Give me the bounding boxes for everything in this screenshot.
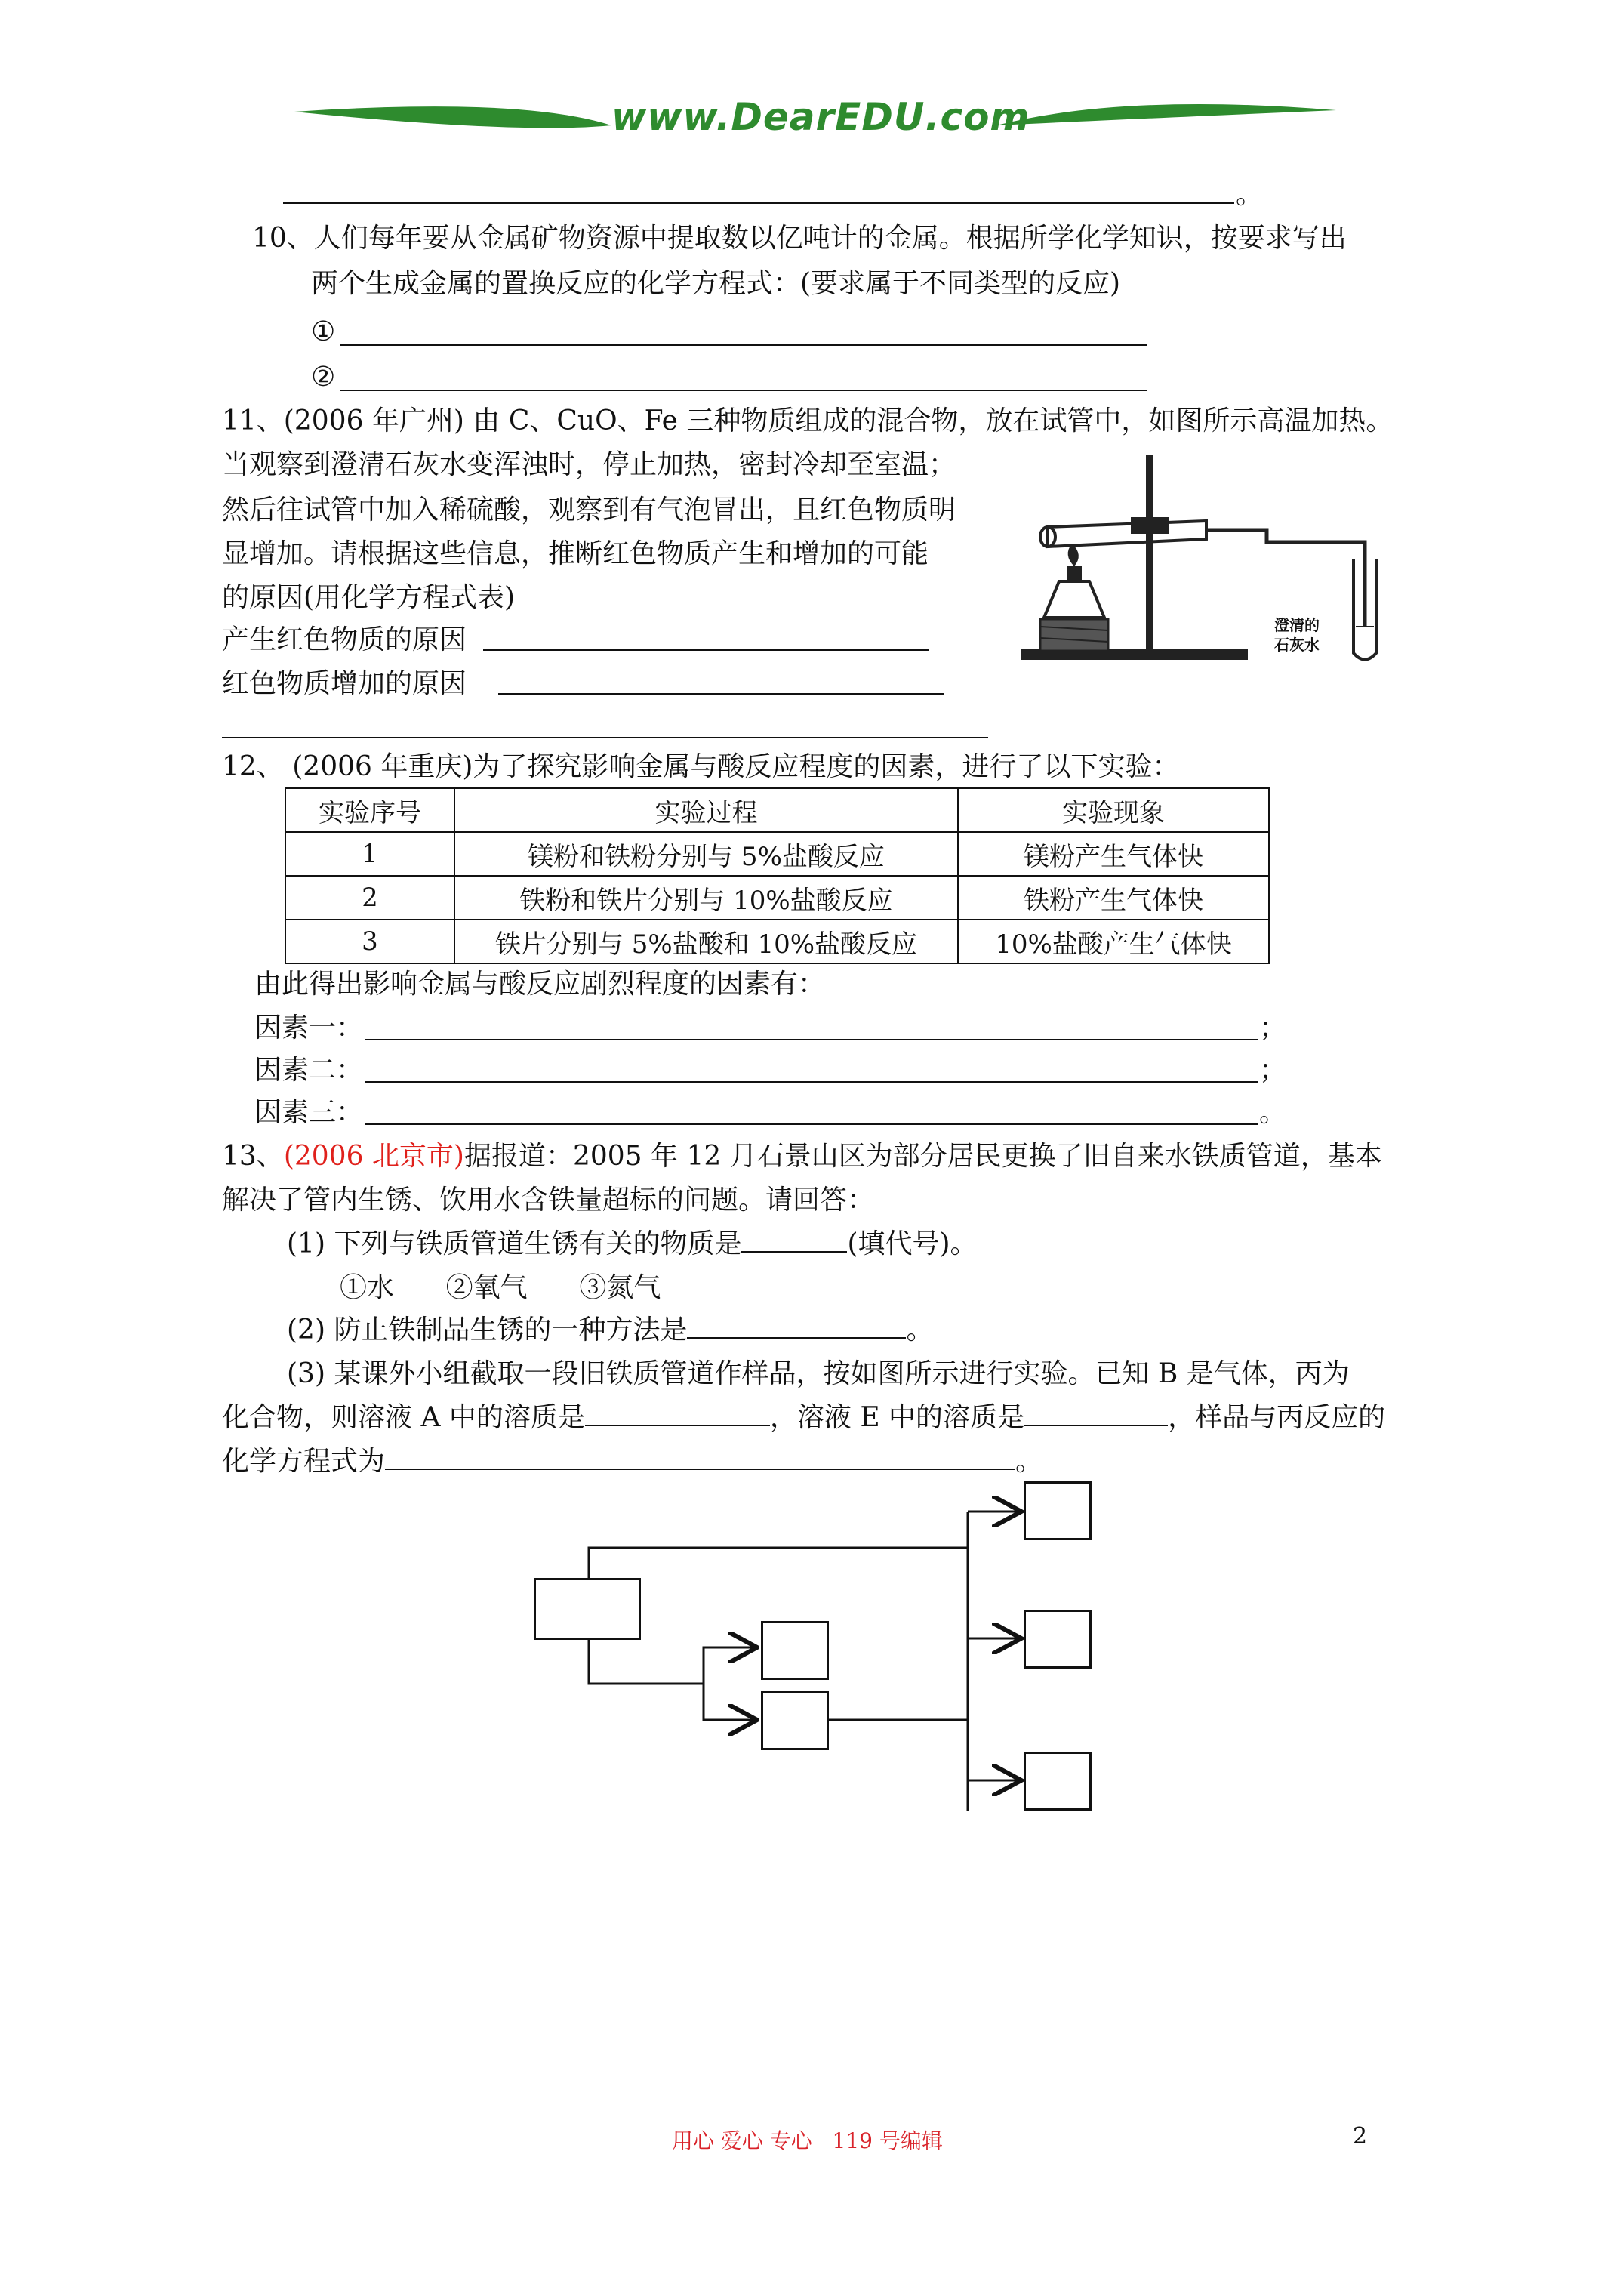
table-cell: 10%盐酸产生气体快 bbox=[958, 920, 1269, 963]
table-cell: 3 bbox=[285, 920, 454, 963]
q13-equation-blank[interactable] bbox=[385, 1446, 1015, 1470]
apparatus-label-1: 澄清的 bbox=[1274, 616, 1320, 634]
q13-part1 bbox=[287, 1228, 978, 1261]
table-cell: 镁粉产生气体快 bbox=[958, 832, 1269, 876]
table-cell: 1 bbox=[285, 832, 454, 876]
top-end-mark: 。 bbox=[1236, 179, 1264, 210]
q12-factor1-blank[interactable] bbox=[365, 1039, 1258, 1040]
table-header-cell: 实验序号 bbox=[285, 788, 454, 832]
q10-line2: 两个生成金属的置换反应的化学方程式：(要求属于不同类型的反应) bbox=[311, 268, 1121, 299]
table-row bbox=[285, 920, 1269, 963]
q10-blank1-label: ① bbox=[311, 316, 336, 347]
q13-part1-end: (填代号)。 bbox=[847, 1228, 978, 1259]
flow-box-lower-middle bbox=[761, 1691, 829, 1750]
q13-flow-diagram bbox=[528, 1480, 1102, 1827]
q13-part1-text: (1) 下列与铁质管道生锈有关的物质是 bbox=[287, 1228, 742, 1259]
table-row bbox=[285, 832, 1269, 876]
q12-intro: 12、 (2006 年重庆)为了探究影响金属与酸反应程度的因素，进行了以下实验： bbox=[222, 751, 1180, 782]
q11-answer-blank-1[interactable] bbox=[483, 649, 929, 651]
q10-answer-blank-2[interactable] bbox=[340, 390, 1147, 391]
answer-blank-top[interactable] bbox=[283, 202, 1234, 204]
q13-line1 bbox=[222, 1140, 1382, 1173]
q13-options: ①水 ②氧气 ③氮气 bbox=[340, 1272, 661, 1303]
table-cell: 铁粉产生气体快 bbox=[958, 876, 1269, 920]
table-header-cell: 实验过程 bbox=[454, 788, 958, 832]
q11-line4: 显增加。请根据这些信息，推断红色物质产生和增加的可能 bbox=[222, 538, 929, 569]
q13-part3-line2 bbox=[222, 1401, 1385, 1435]
flow-box-upper-middle bbox=[761, 1621, 829, 1680]
q13-line2: 解决了管内生锈、饮用水含铁量超标的问题。请回答： bbox=[222, 1185, 875, 1216]
q11-line5: 的原因(用化学方程式表) bbox=[222, 582, 516, 613]
q12-factor1-label: 因素一： bbox=[254, 1012, 364, 1043]
flow-box-bottom-right bbox=[1024, 1752, 1092, 1811]
q13-line1-text: 据报道：2005 年 12 月石景山区为部分居民更换了旧自来水铁质管道，基本 bbox=[463, 1141, 1382, 1172]
q13-solute-a-blank[interactable] bbox=[585, 1402, 770, 1426]
q12-factor3-label: 因素三： bbox=[254, 1097, 364, 1128]
q11-line1: 11、(2006 年广州) 由 C、CuO、Fe 三种物质组成的混合物，放在试管中，如图所示高温加热。 bbox=[222, 405, 1394, 436]
q13-part3-line3 bbox=[222, 1445, 1042, 1478]
table-cell: 铁粉和铁片分别与 10%盐酸反应 bbox=[454, 876, 958, 920]
table-cell: 2 bbox=[285, 876, 454, 920]
q13-part3-text-d: 化学方程式为 bbox=[222, 1446, 386, 1477]
q12-factor3-blank[interactable] bbox=[365, 1123, 1258, 1125]
q12-factor3-end: 。 bbox=[1259, 1097, 1287, 1128]
q13-part3-text-a: 化合物，则溶液 A 中的溶质是 bbox=[222, 1402, 585, 1433]
table-header-row bbox=[285, 788, 1269, 832]
q13-part1-blank[interactable] bbox=[741, 1228, 847, 1253]
q13-number: 13、 bbox=[222, 1141, 284, 1172]
apparatus-label-2: 石灰水 bbox=[1274, 636, 1320, 654]
footer-slogan: 用心 爱心 专心 119 号编辑 bbox=[672, 2128, 943, 2153]
table-cell: 铁片分别与 5%盐酸和 10%盐酸反应 bbox=[454, 920, 958, 963]
q13-part2-text: (2) 防止铁制品生锈的一种方法是 bbox=[287, 1314, 688, 1345]
q13-part2-blank[interactable] bbox=[687, 1314, 906, 1339]
q12-factor1-end: ； bbox=[1259, 1012, 1287, 1043]
logo-site-name: www.DearEDU.com bbox=[611, 95, 1030, 139]
q10-line1: 10、人们每年要从金属矿物资源中提取数以亿吨计的金属。根据所学化学知识，按要求写出 bbox=[252, 223, 1347, 254]
table-cell: 镁粉和铁粉分别与 5%盐酸反应 bbox=[454, 832, 958, 876]
q11-apparatus-figure bbox=[1018, 445, 1403, 676]
apparatus-drawing bbox=[1018, 445, 1403, 676]
flow-box-sample bbox=[534, 1578, 641, 1640]
q13-part3-end: 。 bbox=[1015, 1446, 1043, 1477]
table-header-cell: 实验现象 bbox=[958, 788, 1269, 832]
q13-part2 bbox=[287, 1314, 933, 1347]
q11-line2: 当观察到澄清石灰水变浑浊时，停止加热，密封冷却至室温； bbox=[222, 449, 956, 480]
header-logo bbox=[294, 89, 1336, 149]
q13-part3-text-c: ，样品与丙反应的 bbox=[1168, 1402, 1386, 1433]
q11-line6: 产生红色物质的原因 bbox=[222, 624, 467, 655]
page-number: 2 bbox=[1353, 2123, 1368, 2150]
q13-part2-end: 。 bbox=[906, 1314, 934, 1345]
q12-factor2-end: ； bbox=[1259, 1055, 1287, 1086]
q11-answer-blank-2[interactable] bbox=[498, 693, 944, 695]
q13-source: (2006 北京市) bbox=[283, 1141, 464, 1172]
q13-solute-e-blank[interactable] bbox=[1024, 1402, 1168, 1426]
q12-conclusion: 由此得出影响金属与酸反应剧烈程度的因素有： bbox=[254, 969, 826, 1000]
q11-line3: 然后往试管中加入稀硫酸，观察到有气泡冒出，且红色物质明 bbox=[222, 495, 956, 525]
q10-blank2-label: ② bbox=[311, 362, 336, 393]
q12-experiment-table bbox=[285, 787, 1270, 964]
q12-factor2-label: 因素二： bbox=[254, 1055, 364, 1086]
q13-part3-line1: (3) 某课外小组截取一段旧铁质管道作样品，按如图所示进行实验。已知 B 是气体，丙为 bbox=[287, 1358, 1350, 1389]
q11-answer-blank-3[interactable] bbox=[222, 737, 988, 738]
q10-answer-blank-1[interactable] bbox=[340, 344, 1147, 346]
table-row bbox=[285, 876, 1269, 920]
q11-line7: 红色物质增加的原因 bbox=[222, 668, 467, 699]
q12-factor2-blank[interactable] bbox=[365, 1081, 1258, 1083]
q13-part3-text-b: ，溶液 E 中的溶质是 bbox=[769, 1402, 1025, 1433]
flow-box-middle-right bbox=[1024, 1610, 1092, 1669]
flow-box-top-right bbox=[1024, 1481, 1092, 1540]
